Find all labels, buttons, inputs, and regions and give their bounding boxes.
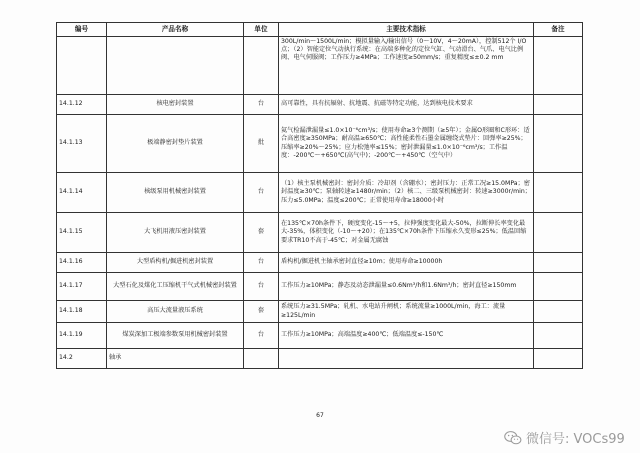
header-unit: 单位 xyxy=(244,23,279,37)
row-name: 大型盾构机/掘进机密封装置 xyxy=(107,253,244,273)
row-name: 大型石化及煤化工压缩机干气式机械密封装置 xyxy=(107,273,244,301)
wechat-icon xyxy=(504,430,522,446)
row-num: 14.1.15 xyxy=(57,213,107,253)
row-unit: 台 xyxy=(244,253,279,273)
row-spec: （1）核主泵机械密封：密封介质：冷却剂（含硼水）；密封压力：正常工况≥15.0MPa；密封温度≥30℃；泵轴转速≥1480r/min；（2）核二、三级泵机械密封：转速≥3000r/min；压力≤5.0MPa；温度≤200℃；正常使用寿命≥18000小时 xyxy=(279,173,534,213)
row-num: 14.1.16 xyxy=(57,253,107,273)
row-note xyxy=(534,323,583,349)
row-num: 14.2 xyxy=(57,349,107,369)
row-unit: 台 xyxy=(244,323,279,349)
row-note xyxy=(534,273,583,301)
row-name: 核电密封装置 xyxy=(107,95,244,115)
row-num: 14.1.19 xyxy=(57,323,107,349)
table-row xyxy=(57,37,583,95)
row-spec: 在135℃×70h条件下，硬度变化-15～+5，拉伸强度变化最大-50%，拉断伸长率变化最大-35%，体积变化（-10～+20）；在135℃×70h条件下压缩永久变形≤25%；低温回缩要求TR10不高于-45℃；对金属无腐蚀 xyxy=(279,213,534,253)
row-name: 煤炭深加工极端参数泵用机械密封装置 xyxy=(107,323,244,349)
row-name: 核级泵用机械密封装置 xyxy=(107,173,244,213)
page-number: 67 xyxy=(316,412,324,419)
row-unit: 台 xyxy=(244,95,279,115)
row-unit xyxy=(244,349,279,369)
row-spec: 系统压力≥31.5MPa；轧机、水电站升闸机；系统流量≥1000L/min，海工：流量≥125L/min xyxy=(279,301,534,323)
table-row xyxy=(57,115,583,173)
table-row xyxy=(57,301,583,323)
row-spec: 工作压力≥10MPa；静态及动态泄漏量≤0.6Nm³/h和1.6Nm³/h；密封直径≥150mm xyxy=(279,273,534,301)
row-note xyxy=(534,301,583,323)
row-num: 14.1.18 xyxy=(57,301,107,323)
table-row xyxy=(57,173,583,213)
row-note xyxy=(534,349,583,369)
row-num: 14.1.14 xyxy=(57,173,107,213)
row-spec: 工作压力≥10MPa；高端温度≥400℃；低端温度≤-150℃ xyxy=(279,323,534,349)
row-name xyxy=(107,37,244,95)
row-unit: 批 xyxy=(244,115,279,173)
row-unit: 套 xyxy=(244,301,279,323)
row-unit xyxy=(244,37,279,95)
table-row xyxy=(57,273,583,301)
row-spec: 氦气检漏泄漏量≤1.0×10⁻⁶cm³/s；使用寿命≥3个测期（≥5年）；金属O形圈和C形环：适合高密度≥350MPa；耐高温≥650℃；高性能柔性石墨金属缠绕式垫片：回弹率≥25%；压缩率≥20%～25%；应力松弛率≤15%；密封泄漏量≤1.0×10⁻⁶cm³/s；工作温度：-200℃～+650℃(高气中)；-200℃～+450℃（空气中） xyxy=(279,115,534,173)
row-num: 14.1.13 xyxy=(57,115,107,173)
header-num: 编号 xyxy=(57,23,107,37)
row-spec: 300L/min～1500L/min；模拟量输入/输出信号（0～10V，4～20mA），控制512个 I/O 点；（2）智能定位气动执行系统：在高端多种化的定位气缸、气动滑台、气爪、电气比例阀、电气伺服阀；工作压力≥4MPa；工作速度≥50mm/s；重复精度≤±0.2 mm xyxy=(279,37,534,95)
row-note xyxy=(534,173,583,213)
row-note xyxy=(534,253,583,273)
row-unit: 台 xyxy=(244,273,279,301)
table-row xyxy=(57,213,583,253)
row-name: 大飞机用液压密封装置 xyxy=(107,213,244,253)
table-row xyxy=(57,253,583,273)
row-note xyxy=(534,115,583,173)
row-name: 轴承 xyxy=(107,349,244,369)
row-unit: 台 xyxy=(244,173,279,213)
table-row xyxy=(57,349,583,369)
row-note xyxy=(534,213,583,253)
watermark xyxy=(504,428,625,447)
header-note: 备注 xyxy=(534,23,583,37)
row-num xyxy=(57,37,107,95)
table-row xyxy=(57,323,583,349)
row-spec: 高可靠性，具有抗辐射、抗地震、抗磁等特定功能，达到核电技术要求 xyxy=(279,95,534,115)
row-num: 14.1.17 xyxy=(57,273,107,301)
spec-table xyxy=(56,22,583,369)
header-name: 产品名称 xyxy=(107,23,244,37)
table-header-row xyxy=(57,23,583,37)
row-name: 极端静密封垫片装置 xyxy=(107,115,244,173)
watermark-text: 微信号: VOCs99 xyxy=(526,432,625,447)
row-spec: 盾构机/掘进机主轴承密封直径≥10m；使用寿命≥10000h xyxy=(279,253,534,273)
row-unit: 套 xyxy=(244,213,279,253)
row-name: 高压大流量液压系统 xyxy=(107,301,244,323)
row-note xyxy=(534,37,583,95)
row-spec xyxy=(279,349,534,369)
header-spec: 主要技术指标 xyxy=(279,23,534,37)
row-note xyxy=(534,95,583,115)
row-num: 14.1.12 xyxy=(57,95,107,115)
table-row xyxy=(57,95,583,115)
